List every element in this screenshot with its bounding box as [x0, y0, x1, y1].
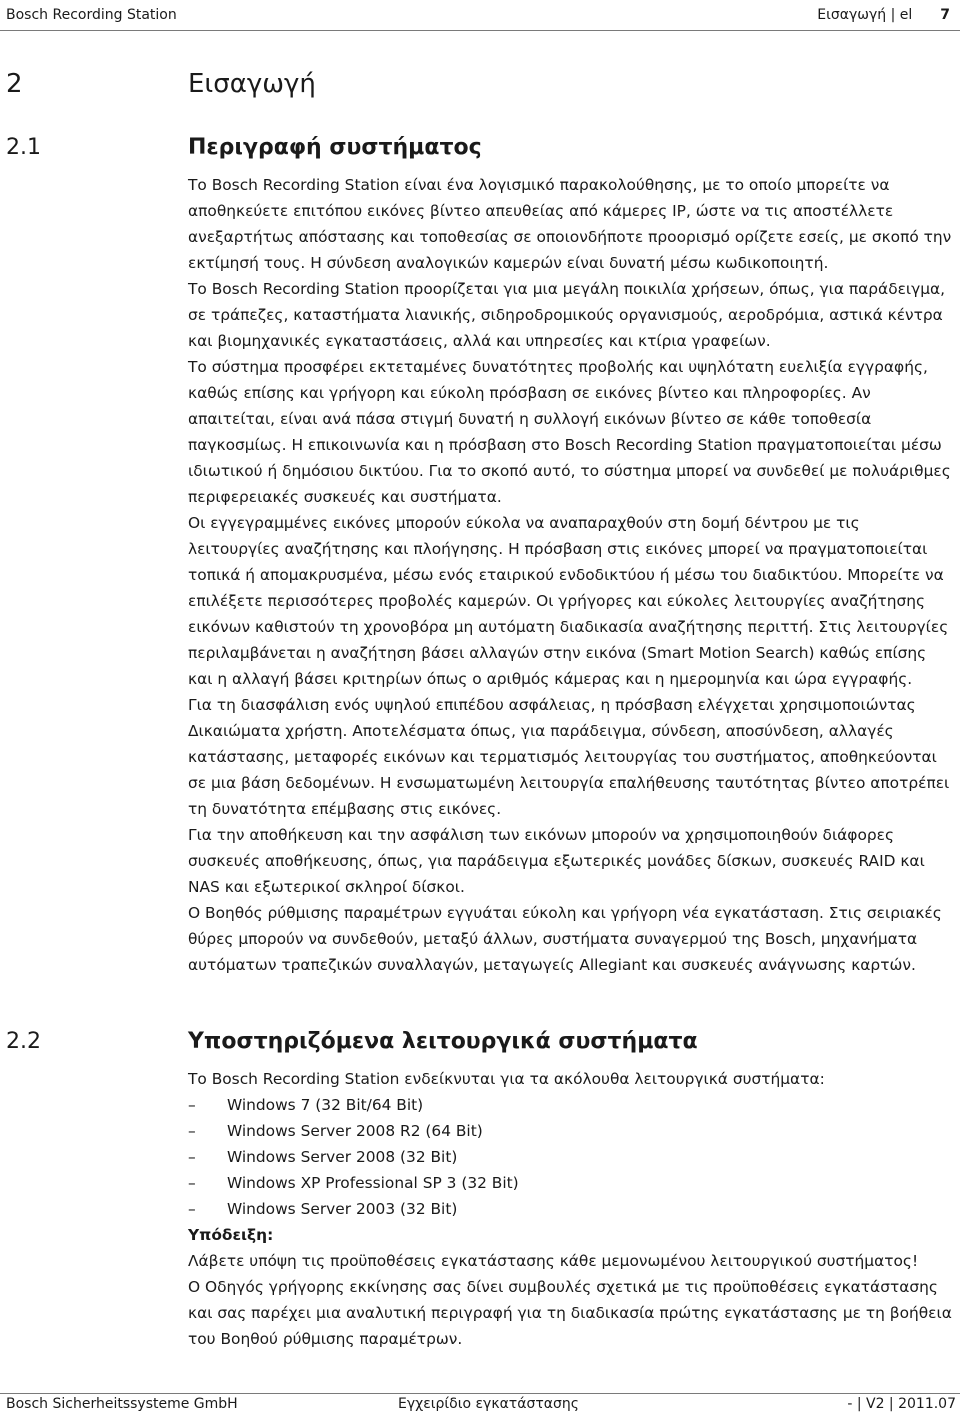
- header-product: Bosch Recording Station: [6, 7, 177, 23]
- paragraph: Για την αποθήκευση και την ασφάλιση των εικόνων μπορούν να χρησιμοποιηθούν διάφορες συσκευές αποθήκευσης, όπως, για παράδειγμα εξωτερικές μονάδες δίσκων, συσκευές RAID και NAS και εξωτερικοί σκληροί δίσκοι.: [188, 826, 925, 896]
- bullet-dash: –: [188, 1174, 196, 1192]
- paragraph: Το σύστημα προσφέρει εκτεταμένες δυνατότητες προβολής και υψηλότατη ευελιξία εγγραφής, καθώς επίσης και γρήγορη και εύκολη πρόσβαση σε εικόνες βίντεο και πληροφορίες. Αν απαιτείται, είναι ανά πάσα στιγμή δυνατή η συλλογή εικόνων βίντεο σε κάθε τοποθεσία παγκοσμίως. Η επικοινωνία και η πρόσβαση στο Bosch Recording Station πραγματοποιείται μέσω ιδιωτικού ή δημόσιου δικτύου. Για το σκοπό αυτό, το σύστημα μπορεί να συνδεθεί με πολυάριθμες περιφερειακές συσκευές και συστήματα.: [188, 358, 951, 506]
- list-item: [188, 1118, 953, 1144]
- chapter-number: 2: [6, 69, 23, 99]
- list-item: [188, 1196, 953, 1222]
- notice-text: Ο Οδηγός γρήγορης εκκίνησης σας δίνει συμβουλές σχετικά με τις προϋποθέσεις εγκατάστασης και σας παρέχει μια αναλυτική περιγραφή για τη διαδικασία πρώτης εγκατάστασης με τη βοήθεια του Βοηθού ρύθμισης παραμέτρων.: [188, 1278, 952, 1348]
- os-name: Windows 7 (32 Bit/64 Bit): [227, 1096, 424, 1114]
- section-title: Περιγραφή συστήματος: [188, 135, 482, 160]
- section-heading-2-1: [6, 133, 482, 163]
- bullet-dash: –: [188, 1122, 196, 1140]
- list-item: [188, 1092, 953, 1118]
- header-right: [817, 0, 950, 30]
- page-header: [0, 0, 960, 31]
- notice-heading: Υπόδειξη:: [188, 1226, 274, 1244]
- paragraph: Το Bosch Recording Station προορίζεται για μια μεγάλη ποικιλία χρήσεων, όπως, για παράδειγμα, σε τράπεζες, καταστήματα λιανικής, σιδηροδρομικούς οργανισμούς, αεροδρόμια, αστικά κέντρα και βιομηχανικές εγκαταστάσεις, αλλά και υπηρεσίες και κτίρια γραφείων.: [188, 280, 946, 350]
- section-2-1-body: [188, 172, 953, 978]
- list-item: [188, 1144, 953, 1170]
- bullet-dash: –: [188, 1096, 196, 1114]
- os-intro: Το Bosch Recording Station ενδείκνυται για τα ακόλουθα λειτουργικά συστήματα:: [188, 1070, 825, 1088]
- chapter-title: Εισαγωγή: [188, 69, 316, 99]
- page-footer: [0, 1393, 960, 1415]
- footer-version: - | V2 | 2011.07: [847, 1396, 956, 1412]
- bullet-dash: –: [188, 1200, 196, 1218]
- section-heading-2-2: [6, 1027, 698, 1057]
- paragraph: Ο Βοηθός ρύθμισης παραμέτρων εγγυάται εύκολη και γρήγορη νέα εγκατάσταση. Στις σειριακές θύρες μπορούν να συνδεθούν, μεταξύ άλλων, συστήματα συναγερμού της Bosch, μηχανήματα αυτόματων τραπεζικών συναλλαγών, μεταγωγείς Allegiant και συσκευές ανάγνωσης καρτών.: [188, 904, 942, 974]
- list-item: [188, 1170, 953, 1196]
- footer-company: Bosch Sicherheitssysteme GmbH: [6, 1396, 238, 1412]
- chapter-heading: [6, 66, 316, 102]
- page-number: 7: [940, 7, 950, 23]
- section-number: 2.2: [6, 1029, 41, 1054]
- os-name: Windows Server 2003 (32 Bit): [227, 1200, 458, 1218]
- section-number: 2.1: [6, 135, 41, 160]
- notice-text: Λάβετε υπόψη τις προϋποθέσεις εγκατάστασης κάθε μεμονωμένου λειτουργικού συστήματος!: [188, 1252, 919, 1270]
- os-name: Windows Server 2008 R2 (64 Bit): [227, 1122, 483, 1140]
- bullet-dash: –: [188, 1148, 196, 1166]
- section-2-2-body: [188, 1066, 953, 1352]
- paragraph: Το Bosch Recording Station είναι ένα λογισμικό παρακολούθησης, με το οποίο μπορείτε να αποθηκεύετε επιτόπου εικόνες βίντεο απευθείας από κάμερες IP, ώστε να τις αποστέλλετε ανεξαρτήτως απόστασης και τοποθεσίας σε οποιονδήποτε προορισμό ορίζετε εσείς, με σκοπό την εκτίμησή τους. Η σύνδεση αναλογικών καμερών είναι δυνατή μέσω κωδικοποιητή.: [188, 176, 952, 272]
- section-title: Υποστηριζόμενα λειτουργικά συστήματα: [188, 1029, 698, 1054]
- paragraph: Οι εγγεγραμμένες εικόνες μπορούν εύκολα να αναπαραχθούν στη δομή δέντρου με τις λειτουργίες αναζήτησης και πλοήγησης. Η πρόσβαση στις εικόνες μπορεί να πραγματοποιείται τοπικά ή απομακρυσμένα, μέσω ενός εταιρικού ενδοδικτύου ή μέσω του διαδικτύου. Μπορείτε να επιλέξετε περισσότερες προβολές καμερών. Οι γρήγορες και εύκολες λειτουργίες αναζήτησης εικόνων καθιστούν τη χρονοβόρα μη αυτόματη διαδικασία αναζήτησης περιττή. Στις λειτουργίες περιλαμβάνεται η αναζήτηση βάσει αλλαγών στην εικόνα (Smart Motion Search) καθώς επίσης και η αλλαγή βάσει κριτηρίων όπως ο αριθμός κάμερας και η ημερομηνία και ώρα εγγραφής.: [188, 514, 949, 688]
- os-name: Windows Server 2008 (32 Bit): [227, 1148, 458, 1166]
- paragraph: Για τη διασφάλιση ενός υψηλού επιπέδου ασφάλειας, η πρόσβαση ελέγχεται χρησιμοποιώντας Δικαιώματα χρήστη. Αποτελέσματα όπως, για παράδειγμα, σύνδεση, αποσύνδεση, αλλαγές κατάστασης, μεταφορές εικόνων και τερματισμός λειτουργίας του συστήματος, αποθηκεύονται σε μια βάση δεδομένων. Η ενσωματωμένη λειτουργία επαλήθευσης ταυτότητας βίντεο αποτρέπει τη δυνατότητα επέμβασης στις εικόνες.: [188, 696, 950, 818]
- os-list: [188, 1092, 953, 1222]
- header-section: Εισαγωγή | el: [817, 7, 913, 23]
- os-name: Windows XP Professional SP 3 (32 Bit): [227, 1174, 519, 1192]
- footer-manual: Εγχειρίδιο εγκατάστασης: [398, 1396, 579, 1412]
